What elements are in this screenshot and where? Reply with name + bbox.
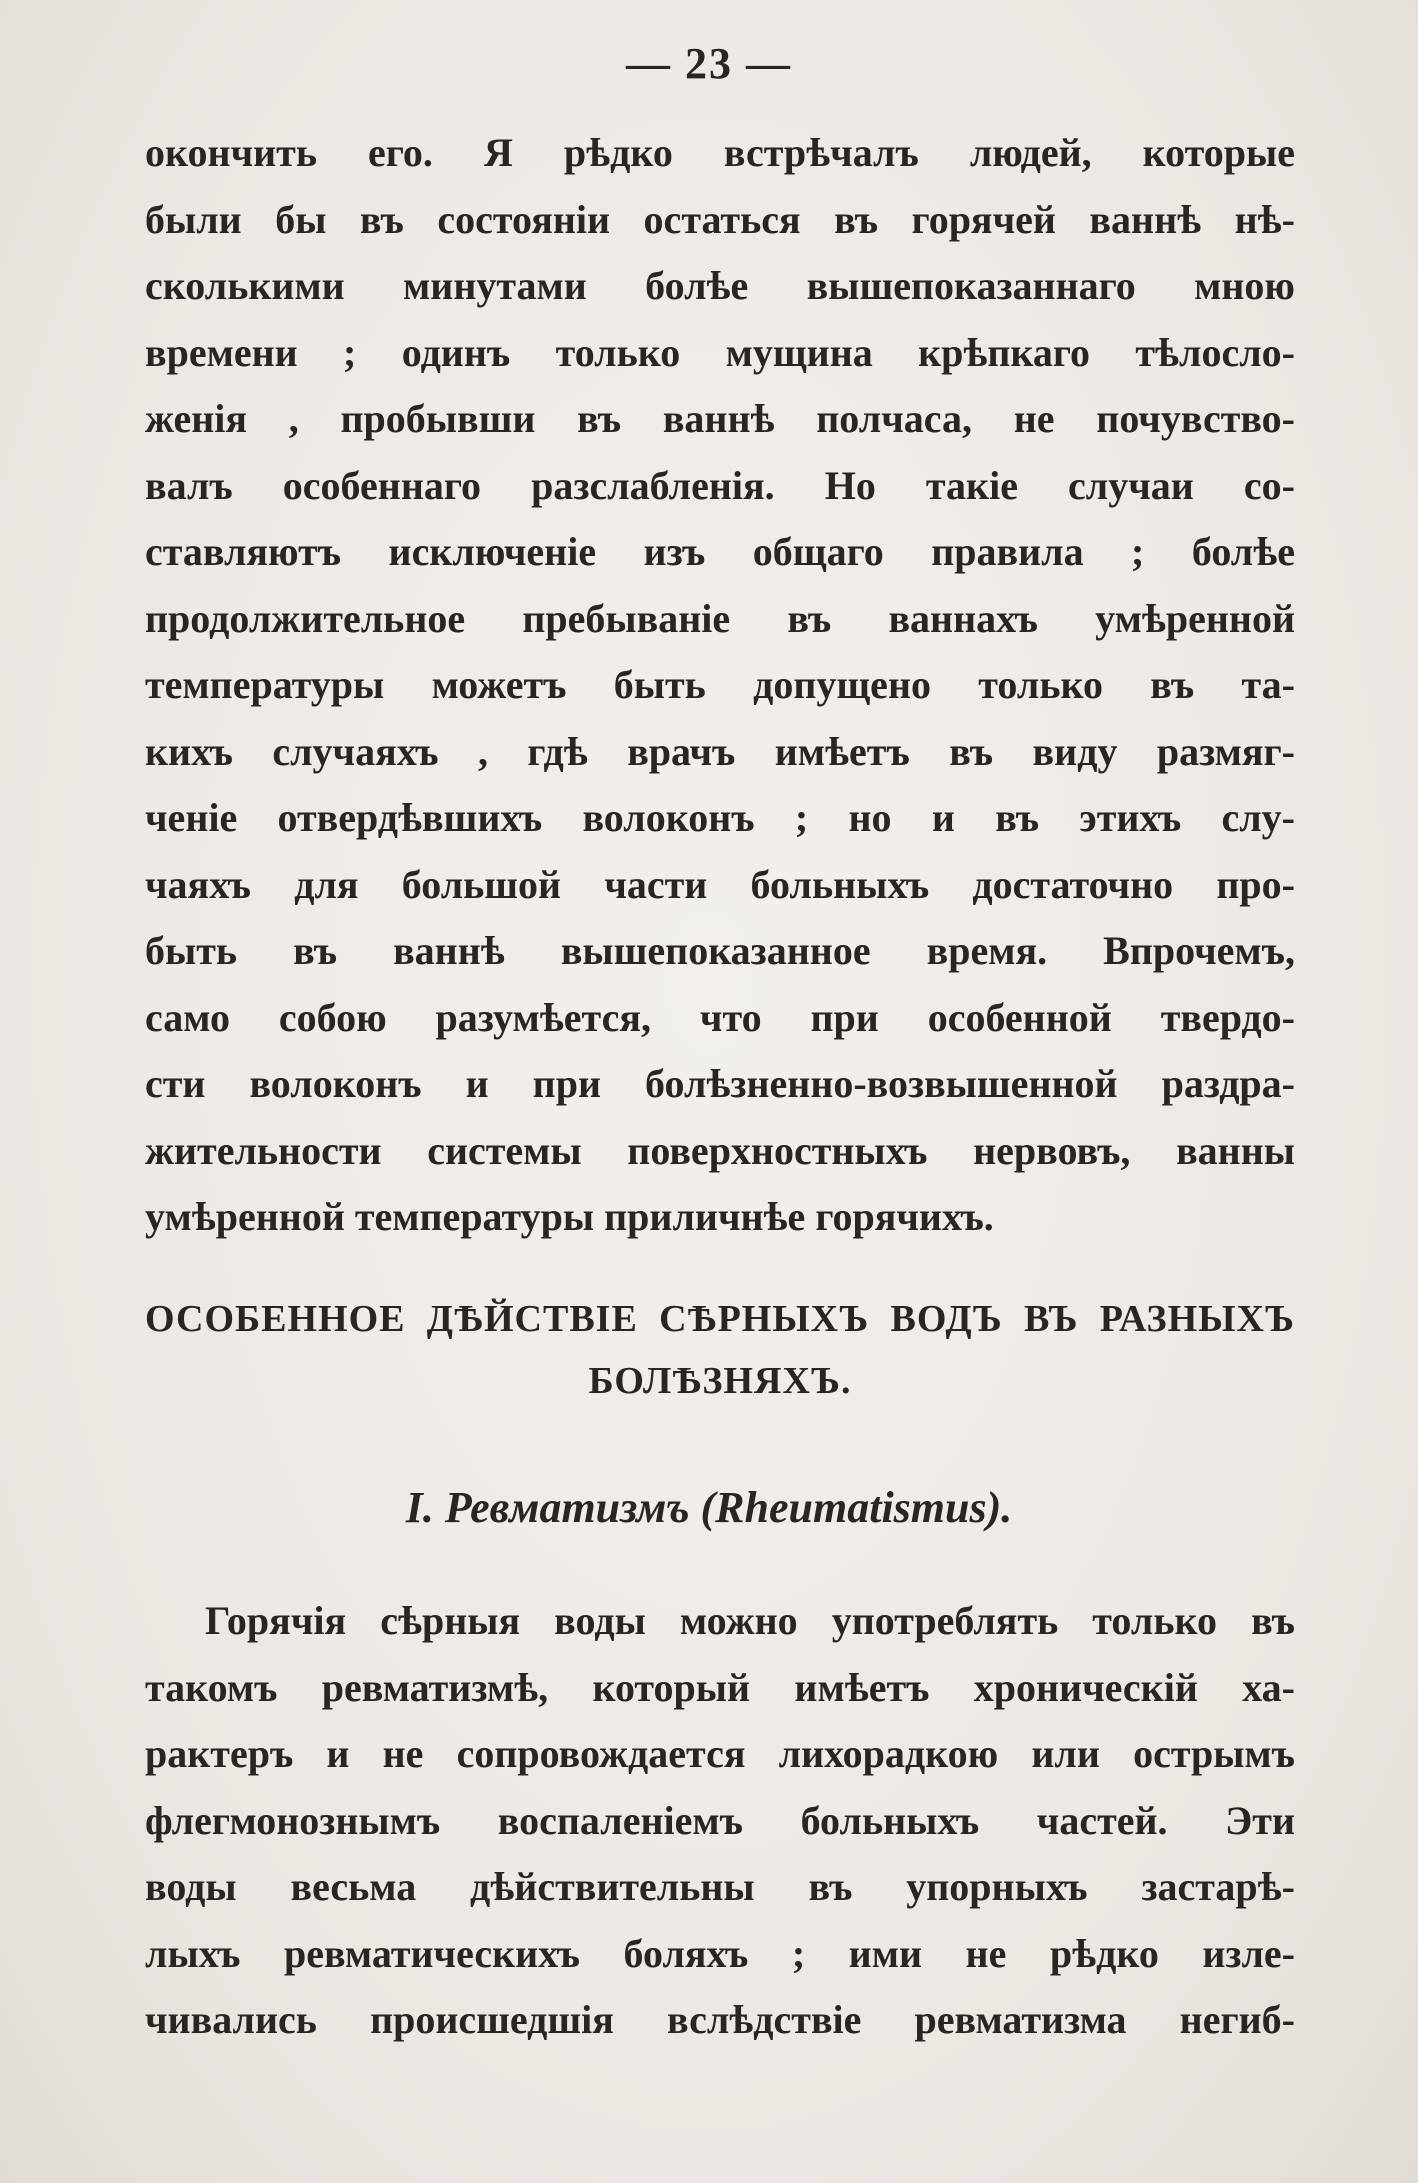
text-line: быть въ ваннѣ вышепоказанное время. Впрочемъ,	[145, 928, 1295, 973]
text-line: воды весьма дѣйствительны въ упорныхъ застарѣ-	[145, 1864, 1295, 1909]
paragraph-1	[145, 120, 1295, 1251]
page-number: — 23 —	[626, 39, 792, 88]
text-line: чаяхъ для большой части больныхъ достаточно про-	[145, 861, 1295, 907]
text-line: чивались происшедшія вслѣдствіе ревматизма негиб-	[145, 1997, 1295, 2042]
text-line: температуры можетъ быть допущено только въ та-	[145, 662, 1295, 707]
text-line: кихъ случаяхъ , гдѣ врачъ имѣетъ въ виду размяг-	[145, 728, 1295, 774]
text-line: жительности системы поверхностныхъ нервовъ, ванны	[145, 1127, 1295, 1173]
text-line: времени ; одинъ только мущина крѣпкаго тѣлосло-	[145, 329, 1295, 375]
text-line: умѣренной температуры приличнѣе горячихъ.	[145, 1194, 994, 1239]
text-line: продолжительное пребываніе въ ваннахъ умѣренной	[145, 595, 1295, 641]
section-heading-line-1: ОСОБЕННОЕ ДѢЙСТВІЕ СѢРНЫХЪ ВОДЪ ВЪ РАЗНЫХЪ	[145, 1298, 1295, 1340]
text-line: ставляютъ исключеніе изъ общаго правила ; болѣе	[145, 529, 1295, 574]
text-line: такомъ ревматизмѣ, который имѣетъ хроническій ха-	[145, 1664, 1295, 1710]
text-line: валъ особеннаго разслабленія. Но такіе случаи со-	[145, 462, 1295, 508]
text-line: рактеръ и не сопровождается лихорадкою или острымъ	[145, 1731, 1295, 1776]
text-line: окончить его. Я рѣдко встрѣчалъ людей, которые	[145, 130, 1295, 175]
section-heading	[145, 1288, 1295, 1412]
section-heading-line-2: БОЛѢЗНЯХЪ.	[588, 1360, 852, 1402]
text-line: женія , пробывши въ ваннѣ полчаса, не почувство-	[145, 396, 1295, 441]
paragraph-2	[145, 1588, 1295, 2054]
subheading: I. Ревматизмъ (Rheumatismus).	[405, 1483, 1013, 1532]
text-line: были бы въ состояніи остаться въ горячей ваннѣ нѣ-	[145, 196, 1295, 242]
text-line: лыхъ ревматическихъ боляхъ ; ими не рѣдко изле-	[145, 1930, 1295, 1976]
text-line: само собою разумѣется, что при особенной твердо-	[145, 994, 1295, 1040]
text-line: ченіе отвердѣвшихъ волоконъ ; но и въ этихъ слу-	[145, 795, 1295, 840]
text-line: сти волоконъ и при болѣзненно-возвышенной раздра-	[145, 1061, 1295, 1106]
text-line: Горячія сѣрныя воды можно употреблять только въ	[205, 1598, 1295, 1643]
text-line: сколькими минутами болѣе вышепоказаннаго мною	[145, 263, 1295, 308]
text-line: флегмонознымъ воспаленіемъ больныхъ частей. Эти	[145, 1797, 1295, 1843]
